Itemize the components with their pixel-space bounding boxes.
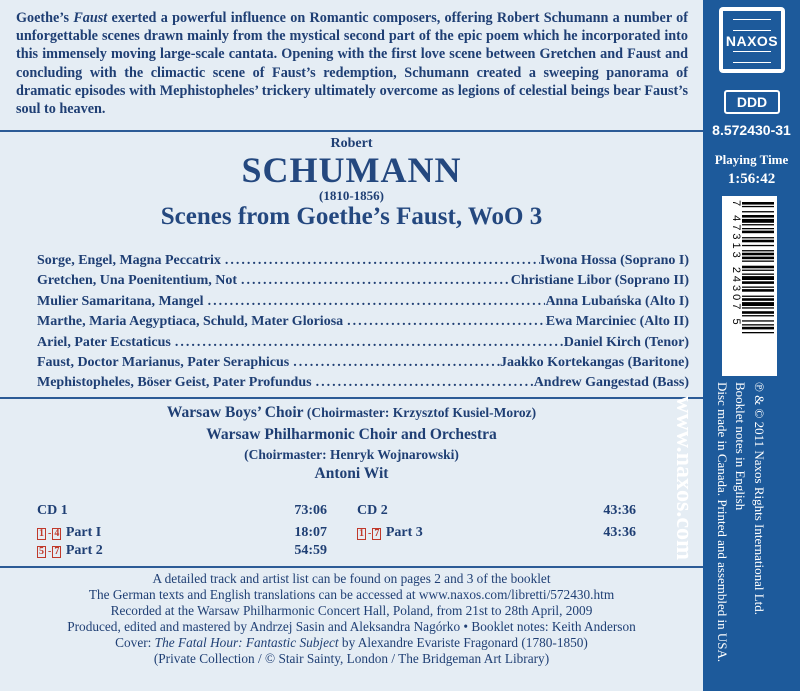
naxos-logo — [719, 7, 785, 73]
ensembles — [0, 402, 703, 484]
cast-row — [37, 314, 689, 334]
track-time: 43:36 — [603, 525, 636, 540]
role: Gretchen, Una Poenitentium, Not — [37, 273, 237, 289]
ddd-badge: DDD — [724, 90, 780, 114]
track-to: 7 — [54, 546, 60, 557]
cast-row — [37, 355, 689, 375]
logo-pillar-top — [733, 19, 771, 31]
intro-text-start: Goethe’s — [16, 10, 74, 26]
role: Ariel, Pater Ecstaticus — [37, 334, 171, 350]
cd1-header — [37, 503, 327, 525]
boys-choirmaster: (Choirmaster: Krzysztof Kusiel-Moroz) — [303, 405, 537, 420]
track-from: 1 — [39, 528, 44, 539]
cast-list — [37, 253, 689, 396]
cast-row — [37, 294, 689, 314]
playing-time-label: Playing Time — [714, 152, 789, 167]
playing-time-value: 1:56:42 — [727, 171, 776, 187]
track-title: Part 2 — [65, 543, 103, 558]
cover-prefix: Cover: — [115, 635, 155, 650]
dot-leader — [312, 375, 534, 395]
track-sep: - — [368, 528, 372, 539]
composer-dates: (1810-1856) — [319, 188, 384, 203]
logo-pillar-bottom — [733, 51, 771, 63]
credit-line: Recorded at the Warsaw Philharmonic Concert Hall, Poland, from 21st to 28th April, 2009 — [110, 603, 593, 618]
role: Marthe, Maria Aegyptiaca, Schuld, Mater Gloriosa — [37, 314, 344, 330]
singer: Jaakko Kortekangas (Baritone) — [500, 354, 689, 370]
cast-row — [37, 253, 689, 273]
track-sep: - — [48, 528, 52, 539]
booklet-language: Booklet notes in English — [733, 382, 748, 511]
cd1-total: 73:06 — [294, 503, 327, 518]
intro-text-rest: exerted a powerful influence on Romantic composers, offering Robert Schumann a number of unforgettable scenes drawn mainly from the mystical second part of the epic poem which he incorporated into this immensely moving large-scale cantata. Opening with the first love scene between Gretchen and Faust and concluding with the climactic scene of Faust’s redemption, Schumann created a sweeping panorama of dramatic episodes with Mephistopheles’ trickery ultimately overcome as legions of celestial beings bear Faust’s soul to heaven. — [16, 10, 688, 118]
philharmonic-choirmaster: (Choirmaster: Henryk Wojnarowski) — [244, 447, 459, 462]
cast-row — [37, 335, 689, 355]
track-title: Part 3 — [385, 525, 423, 540]
credit-line: Produced, edited and mastered by Andrzej Sasin and Aleksandra Nagórko • Booklet notes: Keith Anderson — [67, 619, 636, 634]
manufacturing-note: Disc made in Canada. Printed and assembled in USA. — [715, 382, 730, 663]
track-time: 54:59 — [294, 543, 327, 558]
role: Mulier Samaritana, Mangel — [37, 293, 204, 309]
logo-text: NAXOS — [725, 33, 779, 49]
boys-choir: Warsaw Boys’ Choir — [166, 404, 304, 421]
credit-line: A detailed track and artist list can be found on pages 2 and 3 of the booklet — [152, 571, 551, 586]
track-to: 4 — [54, 528, 60, 539]
cd1-block — [37, 503, 327, 561]
logo-panel — [723, 11, 781, 69]
singer: Andrew Gangestad (Bass) — [533, 375, 689, 391]
role: Mephistopheles, Böser Geist, Pater Profundus — [37, 375, 312, 391]
divider-middle — [0, 397, 703, 399]
dot-leader — [221, 253, 540, 273]
track-from: 5 — [39, 546, 44, 557]
cd2-header — [357, 503, 636, 525]
credit-line-cover — [0, 635, 703, 651]
credit-line: The German texts and English translations can be accessed at www.naxos.com/libretti/572430.htm — [88, 587, 615, 602]
track-sep: - — [48, 546, 52, 557]
copyright-text: ℗ & © 2011 Naxos Rights International Ltd. — [752, 382, 767, 616]
singer: Christiane Libor (Soprano II) — [510, 273, 689, 289]
cover-artist: by Alexandre Evariste Fragonard (1780-1850) — [338, 635, 588, 650]
track-from: 1 — [359, 528, 364, 539]
dot-leader — [343, 314, 546, 334]
cast-row — [37, 375, 689, 395]
catalog-number: 8.572430-31 — [712, 122, 791, 138]
cover-title: The Fatal Hour: Fantastic Subject — [154, 635, 339, 650]
singer: Daniel Kirch (Tenor) — [563, 334, 689, 350]
singer: Ewa Marciniec (Alto II) — [545, 314, 689, 330]
cd2-block — [357, 503, 636, 543]
role: Faust, Doctor Marianus, Pater Seraphicus — [37, 354, 290, 370]
work-title: Scenes from Goethe’s Faust, WoO 3 — [160, 203, 543, 230]
divider-bottom — [0, 566, 703, 568]
dot-leader — [171, 335, 564, 355]
track-title: Part I — [65, 525, 102, 540]
dot-leader — [204, 294, 546, 314]
track-title-group — [357, 525, 423, 543]
track-title-group — [37, 543, 103, 561]
credits — [0, 571, 703, 667]
barcode-digits: 7 47313 24307 5 — [730, 200, 742, 328]
track-to: 7 — [374, 528, 380, 539]
cast-row — [37, 273, 689, 293]
singer: Iwona Hossa (Soprano I) — [540, 253, 689, 268]
track-title-group — [37, 525, 101, 543]
track-row — [357, 525, 636, 543]
philharmonic-choir-orchestra: Warsaw Philharmonic Choir and Orchestra — [206, 426, 497, 443]
dot-leader — [289, 355, 500, 375]
website-url: www.naxos.com — [671, 396, 697, 561]
credit-line: (Private Collection / © Stair Sainty, London / The Bridgeman Art Library) — [153, 651, 550, 666]
track-time: 18:07 — [294, 525, 327, 540]
composer-first-name: Robert — [330, 136, 373, 151]
cd2-label: CD 2 — [357, 503, 388, 518]
divider-top — [0, 130, 703, 132]
dot-leader — [237, 273, 511, 293]
cd2-total: 43:36 — [603, 503, 636, 518]
role: Sorge, Engel, Magna Peccatrix — [37, 253, 221, 268]
cd1-label: CD 1 — [37, 503, 68, 518]
track-row — [37, 525, 327, 543]
boys-choir-line — [0, 402, 703, 424]
track-row — [37, 543, 327, 561]
intro-text-italic: Faust — [73, 10, 108, 26]
composer-last-name: SCHUMANN — [241, 150, 462, 190]
singer: Anna Lubańska (Alto I) — [545, 293, 689, 309]
intro-paragraph — [16, 9, 688, 118]
conductor: Antoni Wit — [314, 465, 389, 482]
